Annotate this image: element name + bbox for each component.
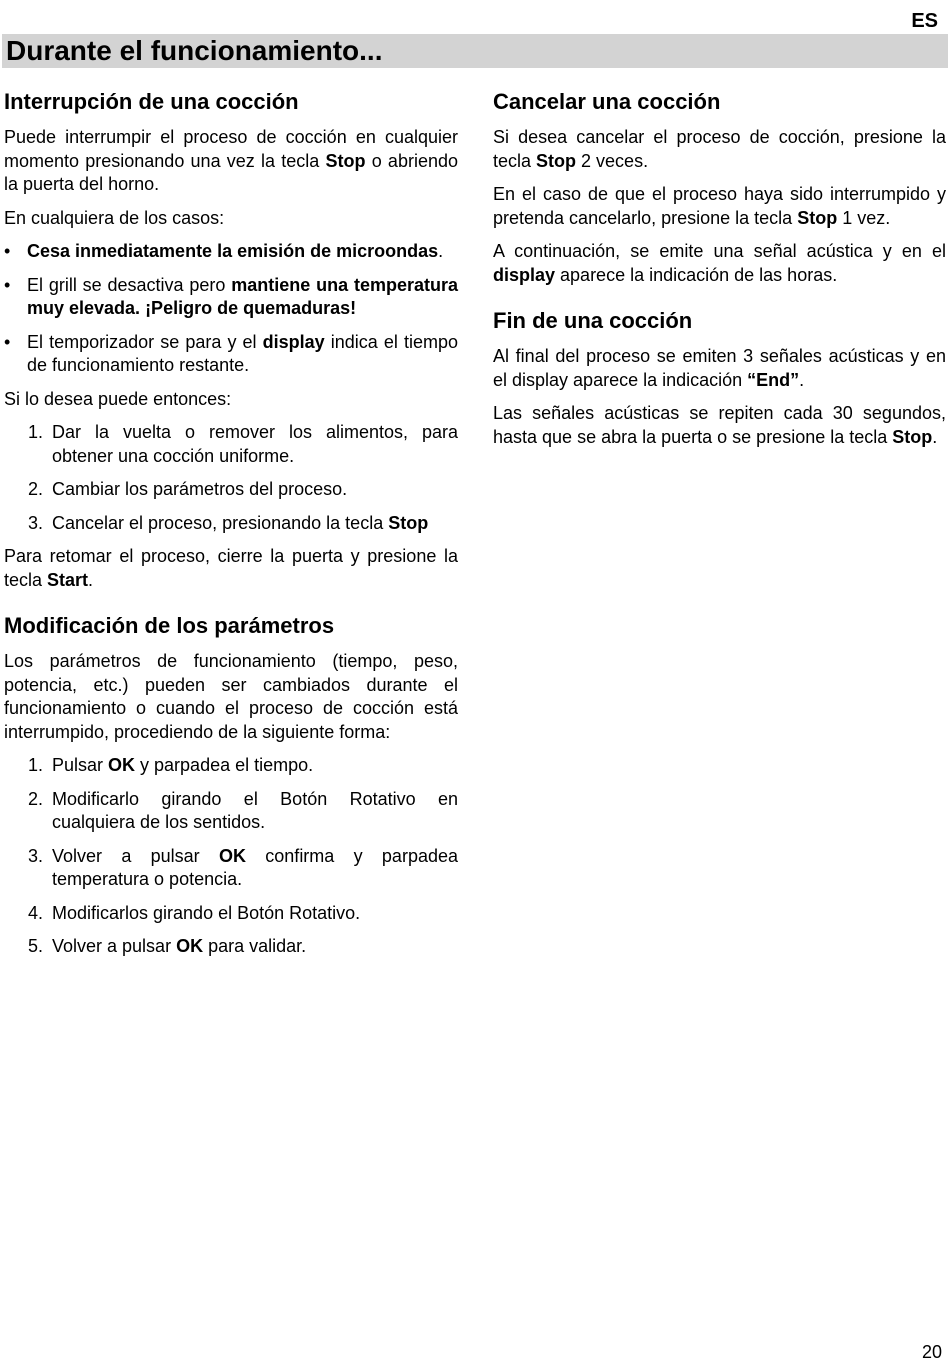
paragraph [4,545,458,592]
text: . [88,569,94,590]
numbered-list [4,421,458,535]
text: confirma y parpadea temperatura o potencia. [52,845,458,889]
text: El temporizador se para y el [27,331,263,352]
text: Cambiar los parámetros del proceso. [52,479,348,499]
key-name: OK [108,755,136,775]
paragraph: Los parámetros de funcionamiento (tiempo, peso, potencia, etc.) pueden ser cambiados durante el funcionamiento o cuando el proceso de cocción está interrumpido, procediendo de la siguiente forma: [4,651,458,742]
bullet-icon: • [4,331,11,352]
text: aparece la indicación de las horas. [555,264,838,285]
key-name: Stop [325,150,366,171]
text: Dar la vuelta o remover los alimentos, para obtener una cocción uniforme. [52,422,458,466]
text: El grill se desactiva pero [27,274,232,295]
bold-text: mantiene una temperatura muy elevada. ¡Peligro de quemaduras! [27,274,459,318]
text: Pulsar [52,755,109,775]
text: Cancelar el proceso, presionando la tecla [52,512,389,533]
list-item [4,240,458,264]
text: 2 veces. [576,150,649,171]
paragraph [493,240,946,287]
page-title: Durante el funcionamiento... [2,34,948,68]
text: para validar. [203,936,307,956]
list-item [4,845,458,892]
list-item [4,754,458,778]
text: Volver a pulsar [52,936,177,956]
text: En el caso de que el proceso haya sido interrumpido y pretenda cancelarlo, presione la tecla [493,184,946,228]
numbered-list [4,754,458,959]
text: Si desea cancelar el proceso de cocción, presione la tecla [493,127,946,171]
text: o abriendo la puerta del horno. [4,150,458,194]
step-number: 3. [28,512,44,533]
key-name: Stop [892,426,933,447]
section-heading: Cancelar una cocción [493,89,721,114]
text: Al final del proceso se emiten 3 señales acústicas y en el display aparece la indicación [493,346,946,390]
bold-text: “End” [747,369,800,390]
step-number: 4. [28,902,44,923]
list-item [4,331,458,378]
page-number: 20 [921,1342,942,1362]
text: Para retomar el proceso, cierre la puerta y presione la tecla [4,546,458,590]
right-column [493,88,946,459]
bold-text: display [262,331,325,352]
paragraph: Si lo desea puede entonces: [4,388,232,409]
list-item [4,902,458,926]
text: Puede interrumpir el proceso de cocción en cualquier momento presionando una vez la tecla [4,127,458,171]
section-cancel [493,88,946,287]
bullet-icon: • [4,241,11,261]
list-item [4,935,458,959]
list-item [4,274,458,321]
text: indica el tiempo de funcionamiento restante. [27,331,459,375]
language-code: ES [911,10,938,32]
step-number: 2. [28,479,44,499]
paragraph [493,183,946,230]
section-heading: Fin de una cocción [493,308,693,333]
bold-text: Cesa inmediatamente la emisión de microondas [27,241,439,261]
paragraph [4,126,458,197]
section-interruption [4,88,458,592]
key-name: OK [218,845,246,866]
text: . [932,426,938,447]
text: y parpadea el tiempo. [135,755,314,775]
text: Volver a pulsar [52,845,219,866]
key-name: Stop [797,207,838,228]
text: Modificarlo girando el Botón Rotativo en cualquiera de los sentidos. [52,788,458,832]
left-column [4,88,458,969]
paragraph [493,345,946,392]
list-item [4,512,458,536]
step-number: 3. [28,845,44,866]
key-name: Stop [388,512,429,533]
list-item [4,788,458,835]
paragraph: En cualquiera de los casos: [4,207,225,228]
section-heading: Interrupción de una cocción [4,89,299,114]
list-item [4,478,458,502]
step-number: 1. [28,755,44,775]
bullet-list [4,240,458,378]
text: Modificarlos girando el Botón Rotativo. [52,902,361,923]
section-heading: Modificación de los parámetros [4,613,335,638]
bullet-icon: • [4,274,11,295]
section-modify-parameters [4,612,458,959]
paragraph [493,402,946,449]
paragraph [493,126,946,173]
key-name: Stop [536,150,577,171]
text: . [799,369,805,390]
bold-text: display [493,264,556,285]
step-number: 1. [28,422,44,442]
text: Las señales acústicas se repiten cada 30 segundos, hasta que se abra la puerta o se presione la tecla [493,403,946,447]
step-number: 2. [28,788,44,809]
key-name: Start [47,569,89,590]
list-item [4,421,458,468]
step-number: 5. [28,936,44,956]
text: A continuación, se emite una señal acústica y en el [493,241,946,261]
key-name: OK [176,936,204,956]
text: 1 vez. [837,207,891,228]
section-end [493,307,946,449]
text: . [438,241,444,261]
